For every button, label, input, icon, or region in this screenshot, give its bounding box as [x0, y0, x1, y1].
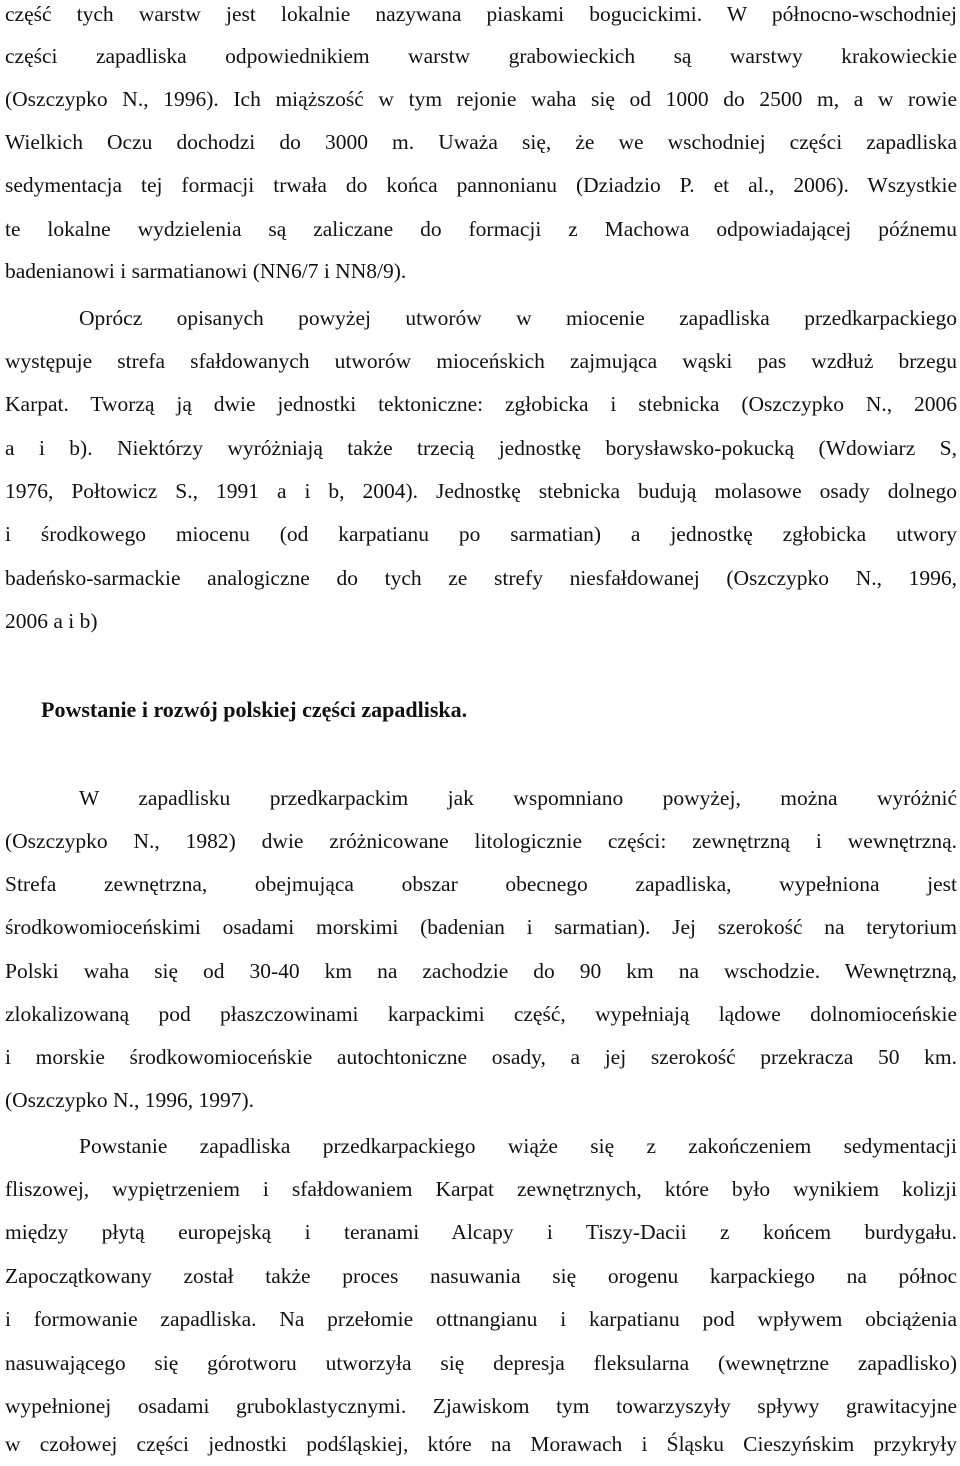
paragraph-2-line: 2006 a i b): [5, 609, 98, 633]
paragraph-1-line: te lokalne wydzielenia są zaliczane do formacji z Machowa odpowiadającej późnemu: [5, 217, 957, 241]
section-heading: Powstanie i rozwój polskiej części zapadliska.: [41, 697, 468, 722]
paragraph-4-line: nasuwającego się górotworu utworzyła się depresja fleksularna (wewnętrzne zapadlisko): [5, 1351, 957, 1375]
paragraph-1-line: badenianowi i sarmatianowi (NN6/7 i NN8/9).: [5, 259, 407, 283]
paragraph-3-line: zlokalizowaną pod płaszczowinami karpackimi część, wypełniają lądowe dolnomioceńskie: [5, 1002, 957, 1026]
paragraph-3-line: W zapadlisku przedkarpackim jak wspomniano powyżej, można wyróżnić: [79, 786, 957, 810]
paragraph-2-line: a i b). Niektórzy wyróżniają także trzecią jednostkę borysławsko-pokucką (Wdowiarz S,: [5, 436, 957, 460]
paragraph-4-line: w czołowej części jednostki podśląskiej, które na Morawach i Śląsku Cieszyńskim przykryły: [5, 1432, 957, 1456]
paragraph-2-line: Karpat. Tworzą ją dwie jednostki tektoniczne: zgłobicka i stebnicka (Oszczypko N., 2006: [5, 392, 957, 416]
paragraph-3-line: i morskie środkowomioceńskie autochtoniczne osady, a jej szerokość przekracza 50 km.: [5, 1045, 957, 1069]
paragraph-4-line: Powstanie zapadliska przedkarpackiego wiąże się z zakończeniem sedymentacji: [79, 1134, 957, 1158]
paragraph-1-line: (Oszczypko N., 1996). Ich miąższość w tym rejonie waha się od 1000 do 2500 m, a w rowie: [5, 87, 957, 111]
paragraph-2-line: badeńsko-sarmackie analogiczne do tych ze strefy niesfałdowanej (Oszczypko N., 1996,: [5, 566, 957, 590]
paragraph-4-line: fliszowej, wypiętrzeniem i sfałdowaniem Karpat zewnętrznych, które było wynikiem kolizji: [5, 1177, 957, 1201]
paragraph-4-line: wypełnionej osadami gruboklastycznymi. Zjawiskom tym towarzyszyły spływy grawitacyjne: [5, 1394, 957, 1418]
paragraph-2-line: 1976, Połtowicz S., 1991 a i b, 2004). Jednostkę stebnicka budują molasowe osady dolnego: [5, 479, 957, 503]
paragraph-3-line: (Oszczypko N., 1996, 1997).: [5, 1088, 254, 1112]
paragraph-4-line: między płytą europejską i teranami Alcapy i Tiszy-Dacii z końcem burdygału.: [5, 1220, 957, 1244]
paragraph-3-line: środkowomioceńskimi osadami morskimi (badenian i sarmatian). Jej szerokość na terytorium: [5, 915, 957, 939]
paragraph-1-line: sedymentacja tej formacji trwała do końca pannonianu (Dziadzio P. et al., 2006). Wszystkie: [5, 173, 957, 197]
paragraph-1-line: części zapadliska odpowiednikiem warstw grabowieckich są warstwy krakowieckie: [5, 44, 957, 68]
paragraph-2-line: Oprócz opisanych powyżej utworów w miocenie zapadliska przedkarpackiego: [79, 306, 957, 330]
paragraph-3-line: Polski waha się od 30-40 km na zachodzie do 90 km na wschodzie. Wewnętrzną,: [5, 959, 957, 983]
paragraph-4-line: i formowanie zapadliska. Na przełomie ottnangianu i karpatianu pod wpływem obciążenia: [5, 1307, 957, 1331]
paragraph-2-line: i środkowego miocenu (od karpatianu po sarmatian) a jednostkę zgłobicka utwory: [5, 522, 957, 546]
paragraph-1-line: Wielkich Oczu dochodzi do 3000 m. Uważa się, że we wschodniej części zapadliska: [5, 130, 957, 154]
paragraph-2-line: występuje strefa sfałdowanych utworów mioceńskich zajmująca wąski pas wzdłuż brzegu: [5, 349, 957, 373]
paragraph-3-line: (Oszczypko N., 1982) dwie zróżnicowane litologicznie części: zewnętrzną i wewnętrzną.: [5, 829, 957, 853]
paragraph-1-line: część tych warstw jest lokalnie nazywana piaskami bogucickimi. W północno-wschodniej: [5, 2, 957, 26]
paragraph-3-line: Strefa zewnętrzna, obejmująca obszar obecnego zapadliska, wypełniona jest: [5, 872, 957, 896]
paragraph-4-line: Zapoczątkowany został także proces nasuwania się orogenu karpackiego na północ: [5, 1264, 957, 1288]
